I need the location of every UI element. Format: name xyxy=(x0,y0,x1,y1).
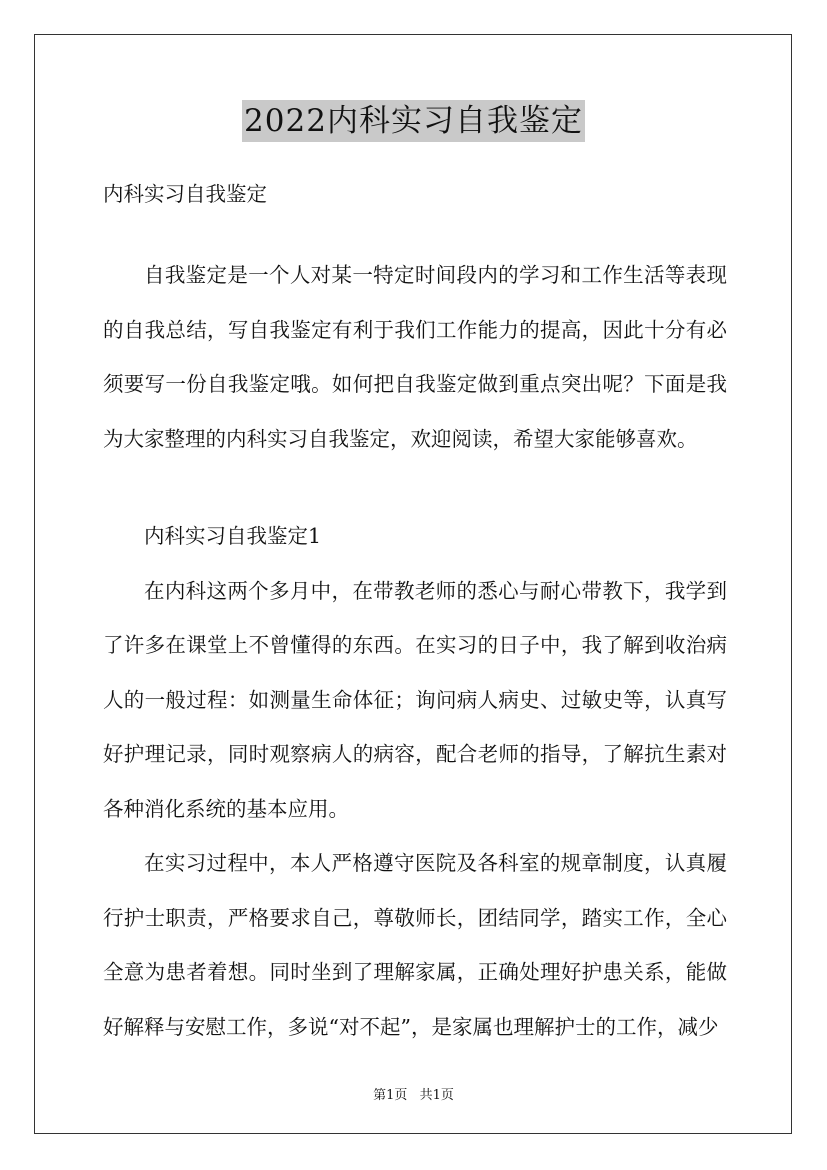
body-paragraph-2: 在实习过程中，本人严格遵守医院及各科室的规章制度，认真履行护士职责，严格要求自己，尊敬师长，团结同学，踏实工作，全心全意为患者着想。同时坐到了理解家属，正确处理好护患关系，能做好解释与安慰工作，多说“对不起”，是家属也理解护士的工作，减少 xyxy=(103,851,727,1039)
page-number-total: 共1页 xyxy=(419,1088,454,1103)
paragraph-spacer xyxy=(103,466,727,509)
document-title: 2022内科实习自我鉴定 xyxy=(242,100,585,142)
section-heading: 内科实习自我鉴定1 xyxy=(144,524,322,548)
title-container xyxy=(0,100,827,142)
body-paragraph-1: 在内科这两个多月中，在带教老师的悉心与耐心带教下，我学到了许多在课堂上不曾懂得的东西。在实习的日子中，我了解到收治病人的一般过程：如测量生命体征；询问病人病史、过敏史等，认真写好护理记录，同时观察病人的病容，配合老师的指导，了解抗生素对各种消化系统的基本应用。 xyxy=(103,578,727,821)
page-number-current: 第1页 xyxy=(373,1088,408,1103)
document-body xyxy=(103,172,727,1054)
document-subtitle: 内科实习自我鉴定 xyxy=(103,182,267,206)
intro-paragraph: 自我鉴定是一个人对某一特定时间段内的学习和工作生活等表现的自我总结，写自我鉴定有利于我们工作能力的提高，因此十分有必须要写一份自我鉴定哦。如何把自我鉴定做到重点突出呢？下面是我为大家整理的内科实习自我鉴定，欢迎阅读，希望大家能够喜欢。 xyxy=(103,263,727,451)
page-footer xyxy=(0,1084,827,1103)
